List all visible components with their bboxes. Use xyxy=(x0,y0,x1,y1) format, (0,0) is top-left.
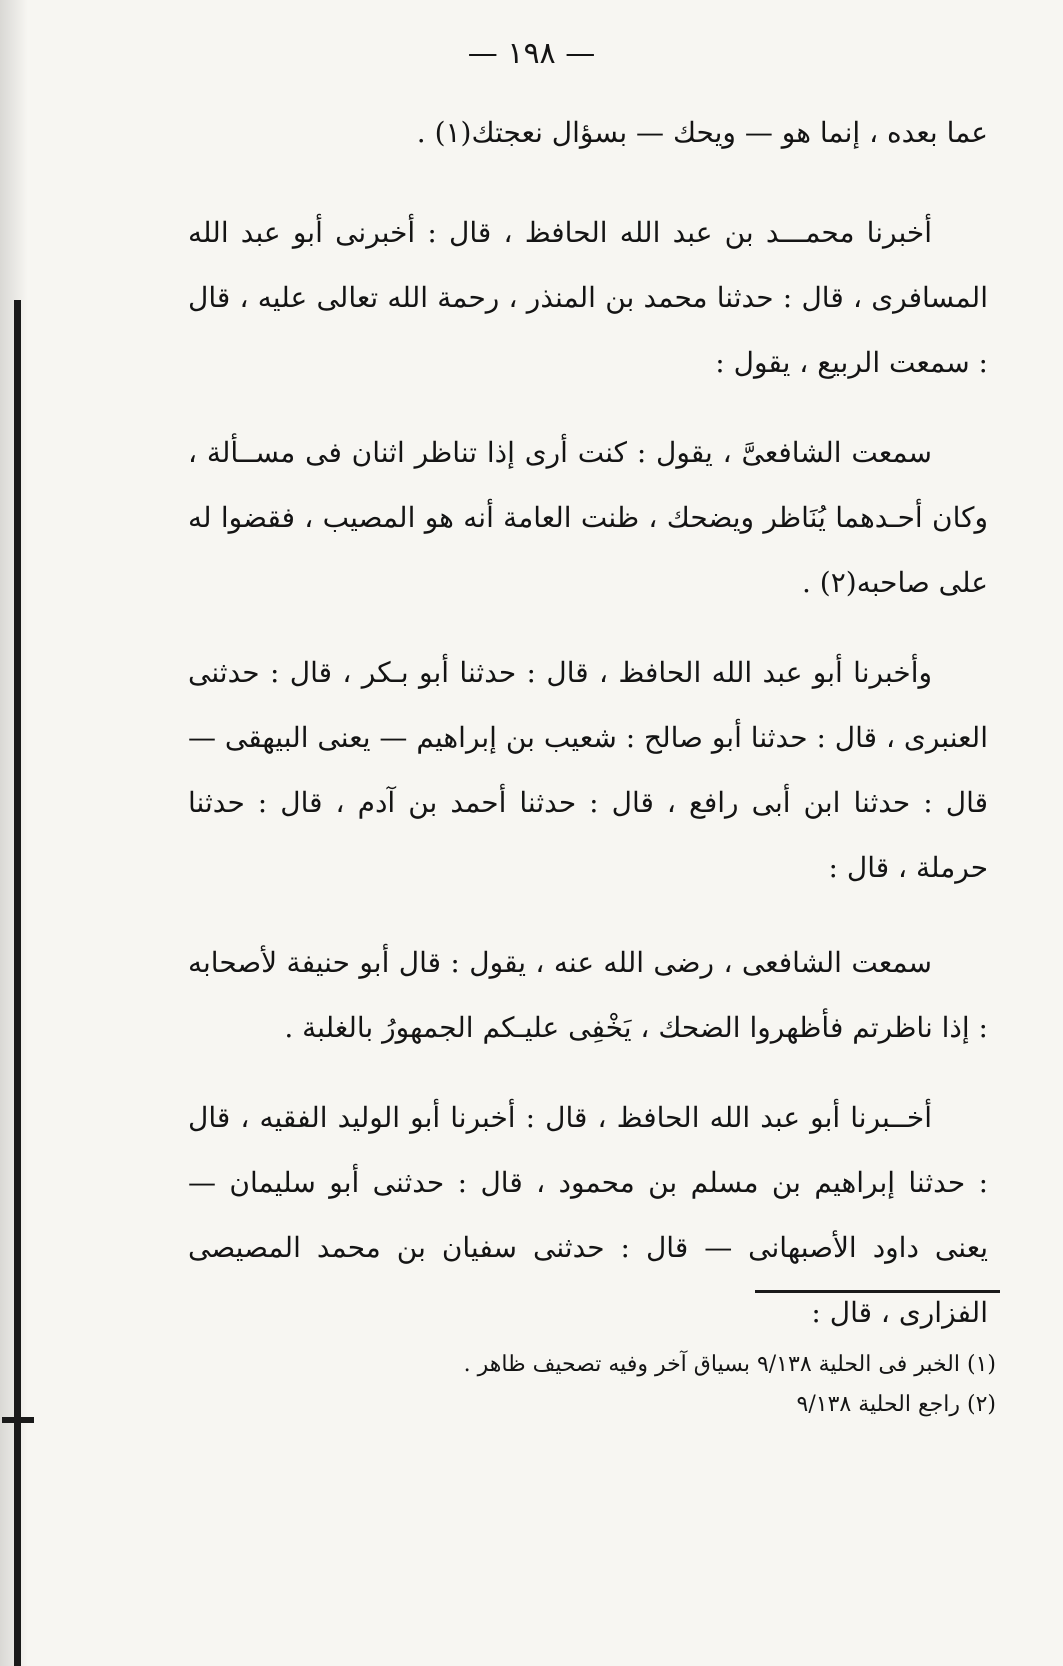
paragraph-1 xyxy=(188,100,988,165)
paragraph-text: سمعت الشافعى ، رضى الله عنه ، يقول : قال أبو حنيفة لأصحابه : إذا ناظرتم فأظهروا الضحك ، يَخْفِى عليـكم الجمهورُ بالغلبة . xyxy=(188,946,988,1044)
footnote-divider xyxy=(755,1290,1000,1293)
paragraph-4 xyxy=(188,640,988,900)
paragraph-text: أخــبرنا أبو عبد الله الحافظ ، قال : أخبرنا أبو الوليد الفقيه ، قال : حدثنا إبراهيم بن مسلم بن محمود ، قال : حدثنى أبو سليمان — يعنى داود الأصبهانى — قال : حدثنى سفيان بن محمد المصيصى الفزارى ، قال : xyxy=(188,1101,988,1329)
paragraph-text: وأخبرنا أبو عبد الله الحافظ ، قال : حدثنا أبو بـكر ، قال : حدثنى العنبرى ، قال : حدثنا أبو صالح : شعيب بن إبراهيم — يعنى البيهقى — قال : حدثنا ابن أبى رافع ، قال : حدثنا أحمد بن آدم ، قال : حدثنا حرملة ، قال : xyxy=(188,656,988,884)
paragraph-3 xyxy=(188,420,988,615)
binding-edge xyxy=(14,300,21,1666)
paragraph-6 xyxy=(188,1085,988,1345)
footnotes xyxy=(188,1345,996,1425)
paragraph-text: سمعت الشافعىَّ ، يقول : كنت أرى إذا تناظر اثنان فى مســألة ، وكان أحـدهما يُنَاظر ويضحك ، ظنت العامة أنه هو المصيب ، فقضوا له على صاحبه(٢) . xyxy=(188,436,988,599)
paragraph-5 xyxy=(188,930,988,1060)
paragraph-text: عما بعده ، إنما هو — ويحك — بسؤال نعجتك(١) . xyxy=(416,116,988,149)
footnote-1: (١) الخبر فى الحلية ٩/١٣٨ بسياق آخر وفيه تصحيف ظاهر . xyxy=(463,1352,996,1377)
page-number: — ١٩٨ — xyxy=(467,36,596,71)
paragraph-text: أخبرنا محمـــد بن عبد الله الحافظ ، قال : أخبرنى أبو عبد الله المسافرى ، قال : حدثنا محمد بن المنذر ، رحمة الله تعالى عليه ، قال : سمعت الربيع ، يقول : xyxy=(188,216,988,379)
binding-mark xyxy=(2,1417,34,1423)
footnote-2: (٢) راجع الحلية ٩/١٣٨ xyxy=(796,1392,996,1417)
paragraph-2 xyxy=(188,200,988,395)
